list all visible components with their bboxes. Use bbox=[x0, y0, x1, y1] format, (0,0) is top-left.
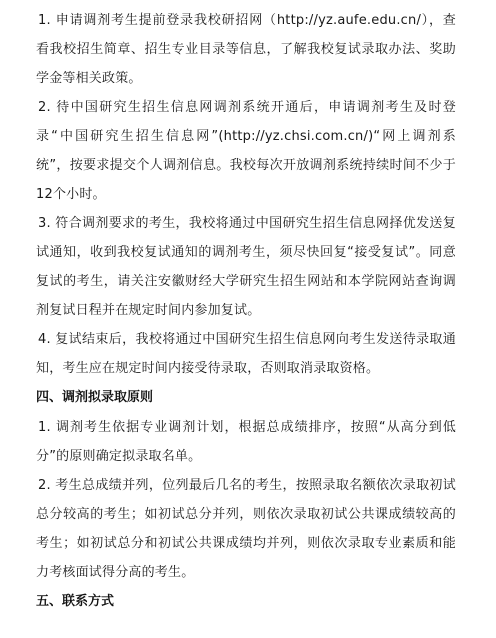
paragraph-principle-2: 2. 考生总成绩并列，位列最后几名的考生，按照录取名额依次录取初试总分较高的考生；如初试总分并列，则依次录取初试公共课成绩较高的考生；如初试总分和初试公共课成绩均并列，则依次录取专业素质和能力考核面试得分高的考生。 bbox=[36, 478, 456, 580]
paragraph-3: 3. 符合调剂要求的考生，我校将通过中国研究生招生信息网择优发送复试通知，收到我校复试通知的调剂考生，须尽快回复“接受复试”。同意复试的考生，请关注安徽财经大学研究生招生网站和本学院网站查询调剂复试日程并在规定时间内参加复试。 bbox=[36, 216, 456, 318]
paragraph-4: 4. 复试结束后，我校将通过中国研究生招生信息网向考生发送待录取通知，考生应在规定时间内接受待录取，否则取消录取资格。 bbox=[36, 332, 456, 376]
section-heading-contact: 五、联系方式 bbox=[36, 594, 115, 609]
section-heading-admission-principles: 四、调剂拟录取原则 bbox=[36, 390, 154, 405]
paragraph-2: 2. 待中国研究生招生信息网调剂系统开通后，申请调剂考生及时登录“中国研究生招生信息网”(http://yz.chsi.com.cn/)“网上调剂系统”，按要求提交个人调剂信息。我校每次开放调剂系统持续时间不少于12个小时。 bbox=[36, 100, 456, 202]
paragraph-1: 1. 申请调剂考生提前登录我校研招网（http://yz.aufe.edu.cn/），查看我校招生简章、招生专业目录等信息，了解我校复试录取办法、奖助学金等相关政策。 bbox=[36, 13, 456, 86]
paragraph-principle-1: 1. 调剂考生依据专业调剂计划，根据总成绩排序，按照“从高分到低分”的原则确定拟录取名单。 bbox=[36, 420, 456, 464]
